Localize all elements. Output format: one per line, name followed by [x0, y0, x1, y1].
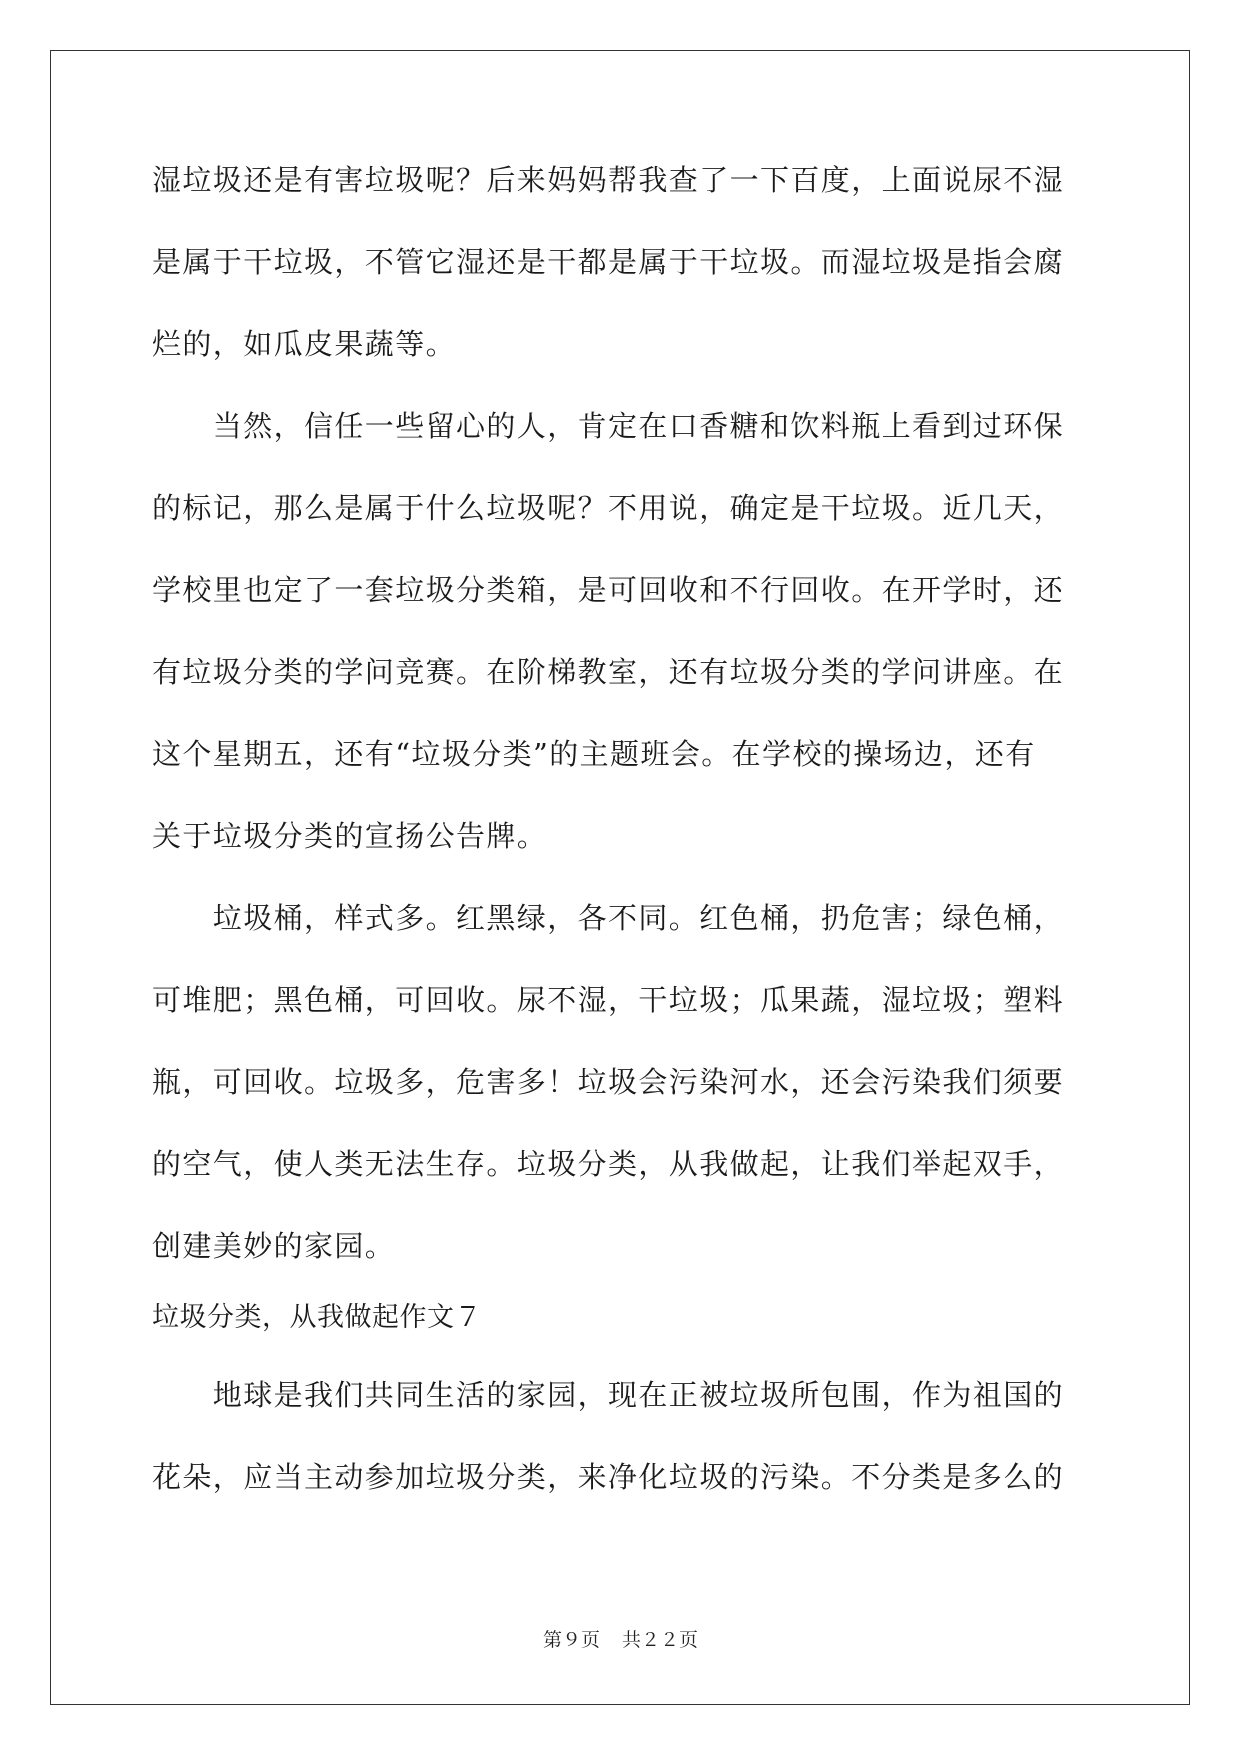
essay-heading: 垃圾分类，从我做起作文７ [152, 1302, 482, 1333]
page-total: 共２２页 [622, 1629, 699, 1651]
paragraph-line: 这个星期五，还有“垃圾分类”的主题班会。在学校的操场边，还有 [152, 737, 1036, 771]
paragraph-line: 当然，信任一些留心的人，肯定在口香糖和饮料瓶上看到过环保 [152, 409, 1065, 443]
page-number: 第９页 [542, 1629, 600, 1651]
paragraph-line: 学校里也定了一套垃圾分类箱，是可回收和不行回收。在开学时，还 [152, 573, 1065, 607]
paragraph-line: 的标记，那么是属于什么垃圾呢？不用说，确定是干垃圾。近几天， [152, 491, 1065, 525]
paragraph-line: 关于垃圾分类的宣扬公告牌。 [152, 819, 548, 853]
paragraph-line: 烂的，如瓜皮果蔬等。 [152, 327, 457, 361]
paragraph-line: 创建美妙的家园。 [152, 1229, 396, 1263]
paragraph-line: 是属于干垃圾，不管它湿还是干都是属于干垃圾。而湿垃圾是指会腐 [152, 245, 1065, 279]
paragraph-line: 湿垃圾还是有害垃圾呢？后来妈妈帮我查了一下百度，上面说尿不湿 [152, 163, 1065, 197]
document-body [152, 160, 1087, 1498]
paragraph-line: 有垃圾分类的学问竞赛。在阶梯教室，还有垃圾分类的学问讲座。在 [152, 655, 1065, 689]
paragraph-line: 的空气，使人类无法生存。垃圾分类，从我做起，让我们举起双手， [152, 1147, 1065, 1181]
paragraph-line: 瓶，可回收。垃圾多，危害多！垃圾会污染河水，还会污染我们须要 [152, 1065, 1065, 1099]
paragraph-line: 可堆肥；黑色桶，可回收。尿不湿，干垃圾；瓜果蔬，湿垃圾；塑料 [152, 983, 1065, 1017]
paragraph-line: 垃圾桶，样式多。红黑绿，各不同。红色桶，扔危害；绿色桶， [152, 901, 1065, 935]
page-footer [0, 1628, 1241, 1652]
paragraph-line: 花朵，应当主动参加垃圾分类，来净化垃圾的污染。不分类是多么的 [152, 1460, 1065, 1494]
paragraph-line: 地球是我们共同生活的家园，现在正被垃圾所包围，作为祖国的 [152, 1378, 1065, 1412]
